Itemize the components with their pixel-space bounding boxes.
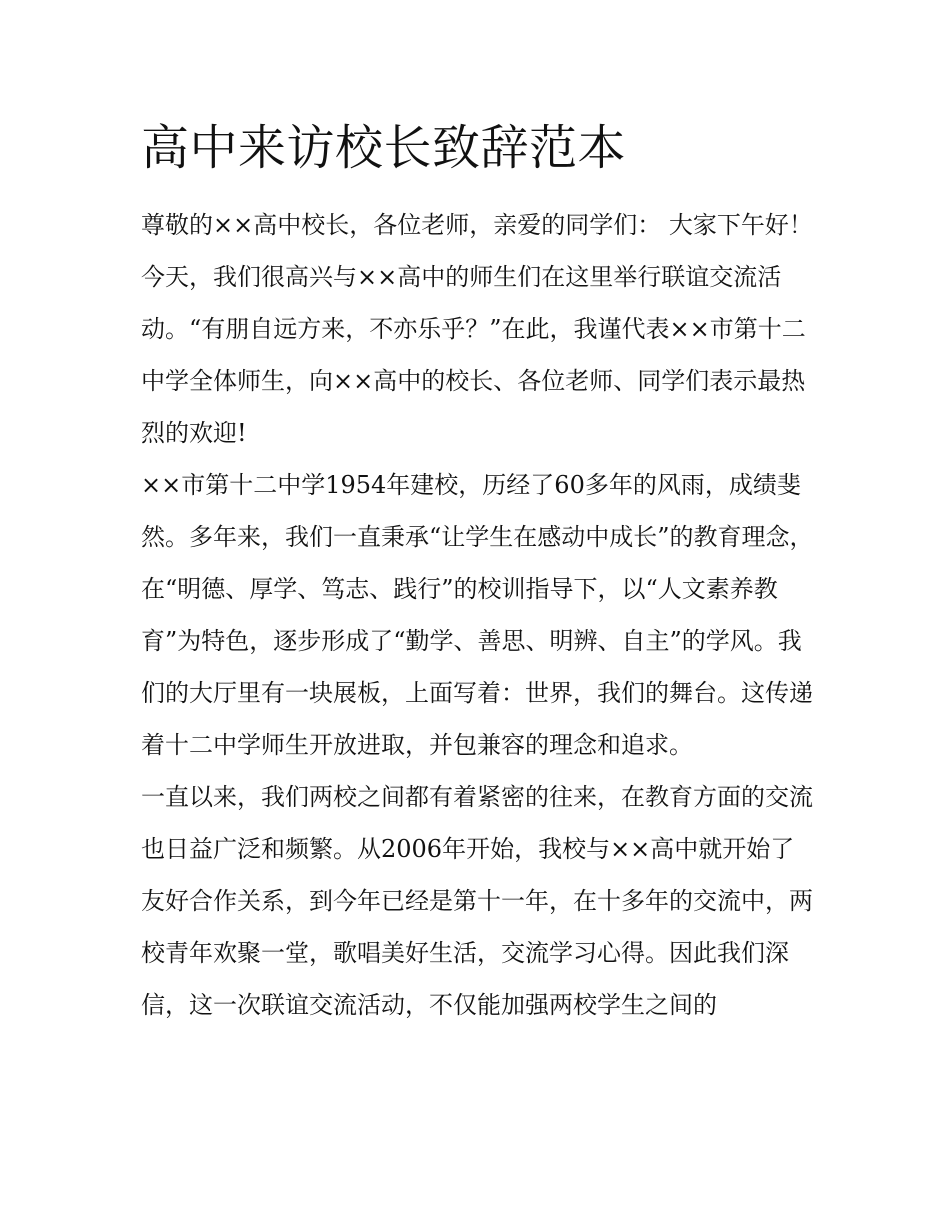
- paragraph-greeting: 尊敬的××高中校长，各位老师，亲爱的同学们： 大家下午好！: [141, 211, 813, 239]
- paragraph-exchange: 一直以来，我们两校之间都有着紧密的往来，在教育方面的交流也日益广泛和频繁。从2006年开始，我校与××高中就开始了友好合作关系，到今年已经是第十一年，在十多年的交流中，两校青年欢聚一堂，歌唱美好生活，交流学习心得。因此我们深信，这一次联谊交流活动，不仅能加强两校学生之间的: [141, 783, 813, 1019]
- document-body: [141, 112, 816, 1031]
- paragraph-school-history: ××市第十二中学1954年建校，历经了60多年的风雨，成绩斐然。多年来，我们一直秉承“让学生在感动中成长”的教育理念，在“明德、厚学、笃志、践行”的校训指导下，以“人文素养教育”为特色，逐步形成了“勤学、善思、明辨、自主”的学风。我们的大厅里有一块展板，上面写着：世界，我们的舞台。这传递着十二中学师生开放进取，并包兼容的理念和追求。: [141, 471, 814, 759]
- document-title: 高中来访校长致辞范本: [141, 120, 627, 176]
- paragraph-welcome: 今天，我们很高兴与××高中的师生们在这里举行联谊交流活动。“有朋自远方来，不亦乐乎？”在此，我谨代表××市第十二中学全体师生，向××高中的校长、各位老师、同学们表示最热烈的欢迎!: [141, 263, 806, 447]
